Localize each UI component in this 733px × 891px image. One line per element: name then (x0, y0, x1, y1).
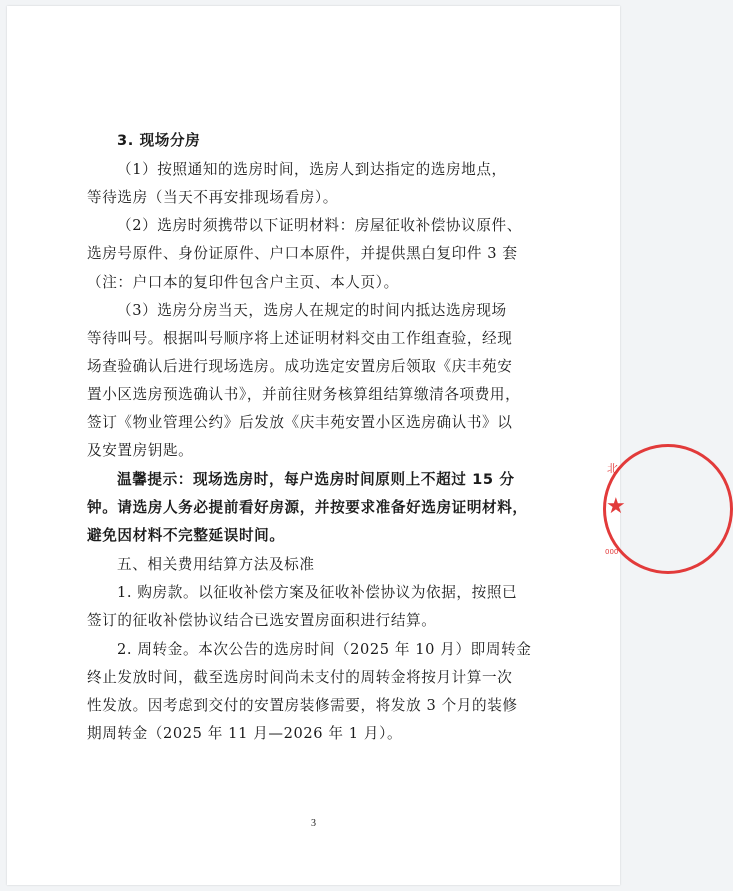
text-line: 选房号原件、身份证原件、户口本原件，并提供黑白复印件 3 套 (87, 245, 518, 262)
text-line: 五、相关费用结算方法及标准 (117, 556, 315, 573)
page-number: 3 (311, 818, 316, 829)
text-line: 3. 现场分房 (117, 132, 201, 149)
official-seal-icon (603, 444, 626, 574)
text-line: 期周转金（2025 年 11 月—2026 年 1 月）。 (87, 725, 403, 742)
text-line: 等待叫号。根据叫号顺序将上述证明材料交由工作组查验，经现 (87, 330, 513, 347)
text-line: 终止发放时间，截至选房时间尚未支付的周转金将按月计算一次 (87, 669, 513, 686)
text-line: 钟。请选房人务必提前看好房源，并按要求准备好选房证明材料， (87, 499, 528, 516)
text-line: 置小区选房预选确认书》，并前往财务核算组结算缴清各项费用， (87, 386, 521, 403)
text-line: 温馨提示：现场选房时，每户选房时间原则上不超过 15 分 (117, 471, 515, 488)
text-line: 签订《物业管理公约》后发放《庆丰苑安置小区选房确认书》以 (87, 414, 513, 431)
text-line: 性发放。因考虑到交付的安置房装修需要，将发放 3 个月的装修 (87, 697, 518, 714)
text-line: （2）选房时须携带以下证明材料：房屋征收补偿协议原件、 (117, 217, 522, 234)
text-line: 避免因材料不完整延误时间。 (87, 527, 285, 544)
text-line: 2. 周转金。本次公告的选房时间（2025 年 10 月）即周转金 (117, 641, 532, 658)
document-page (7, 6, 626, 885)
text-line: （注：户口本的复印件包含户主页、本人页）。 (87, 274, 399, 291)
seal-digits: 000 (605, 548, 619, 556)
text-line: （3）选房分房当天，选房人在规定的时间内抵达选房现场 (117, 302, 507, 319)
text-line: 1. 购房款。以征收补偿方案及征收补偿协议为依据，按照已 (117, 584, 518, 601)
seal-star-icon: ★ (606, 494, 626, 519)
seal-text: 北 (607, 462, 618, 475)
text-line: 等待选房（当天不再安排现场看房）。 (87, 189, 338, 206)
text-line: （1）按照通知的选房时间，选房人到达指定的选房地点， (117, 161, 507, 178)
text-line: 及安置房钥匙。 (87, 442, 194, 459)
text-line: 场查验确认后进行现场选房。成功选定安置房后领取《庆丰苑安 (87, 358, 513, 375)
text-line: 签订的征收补偿协议结合已选安置房面积进行结算。 (87, 612, 437, 629)
